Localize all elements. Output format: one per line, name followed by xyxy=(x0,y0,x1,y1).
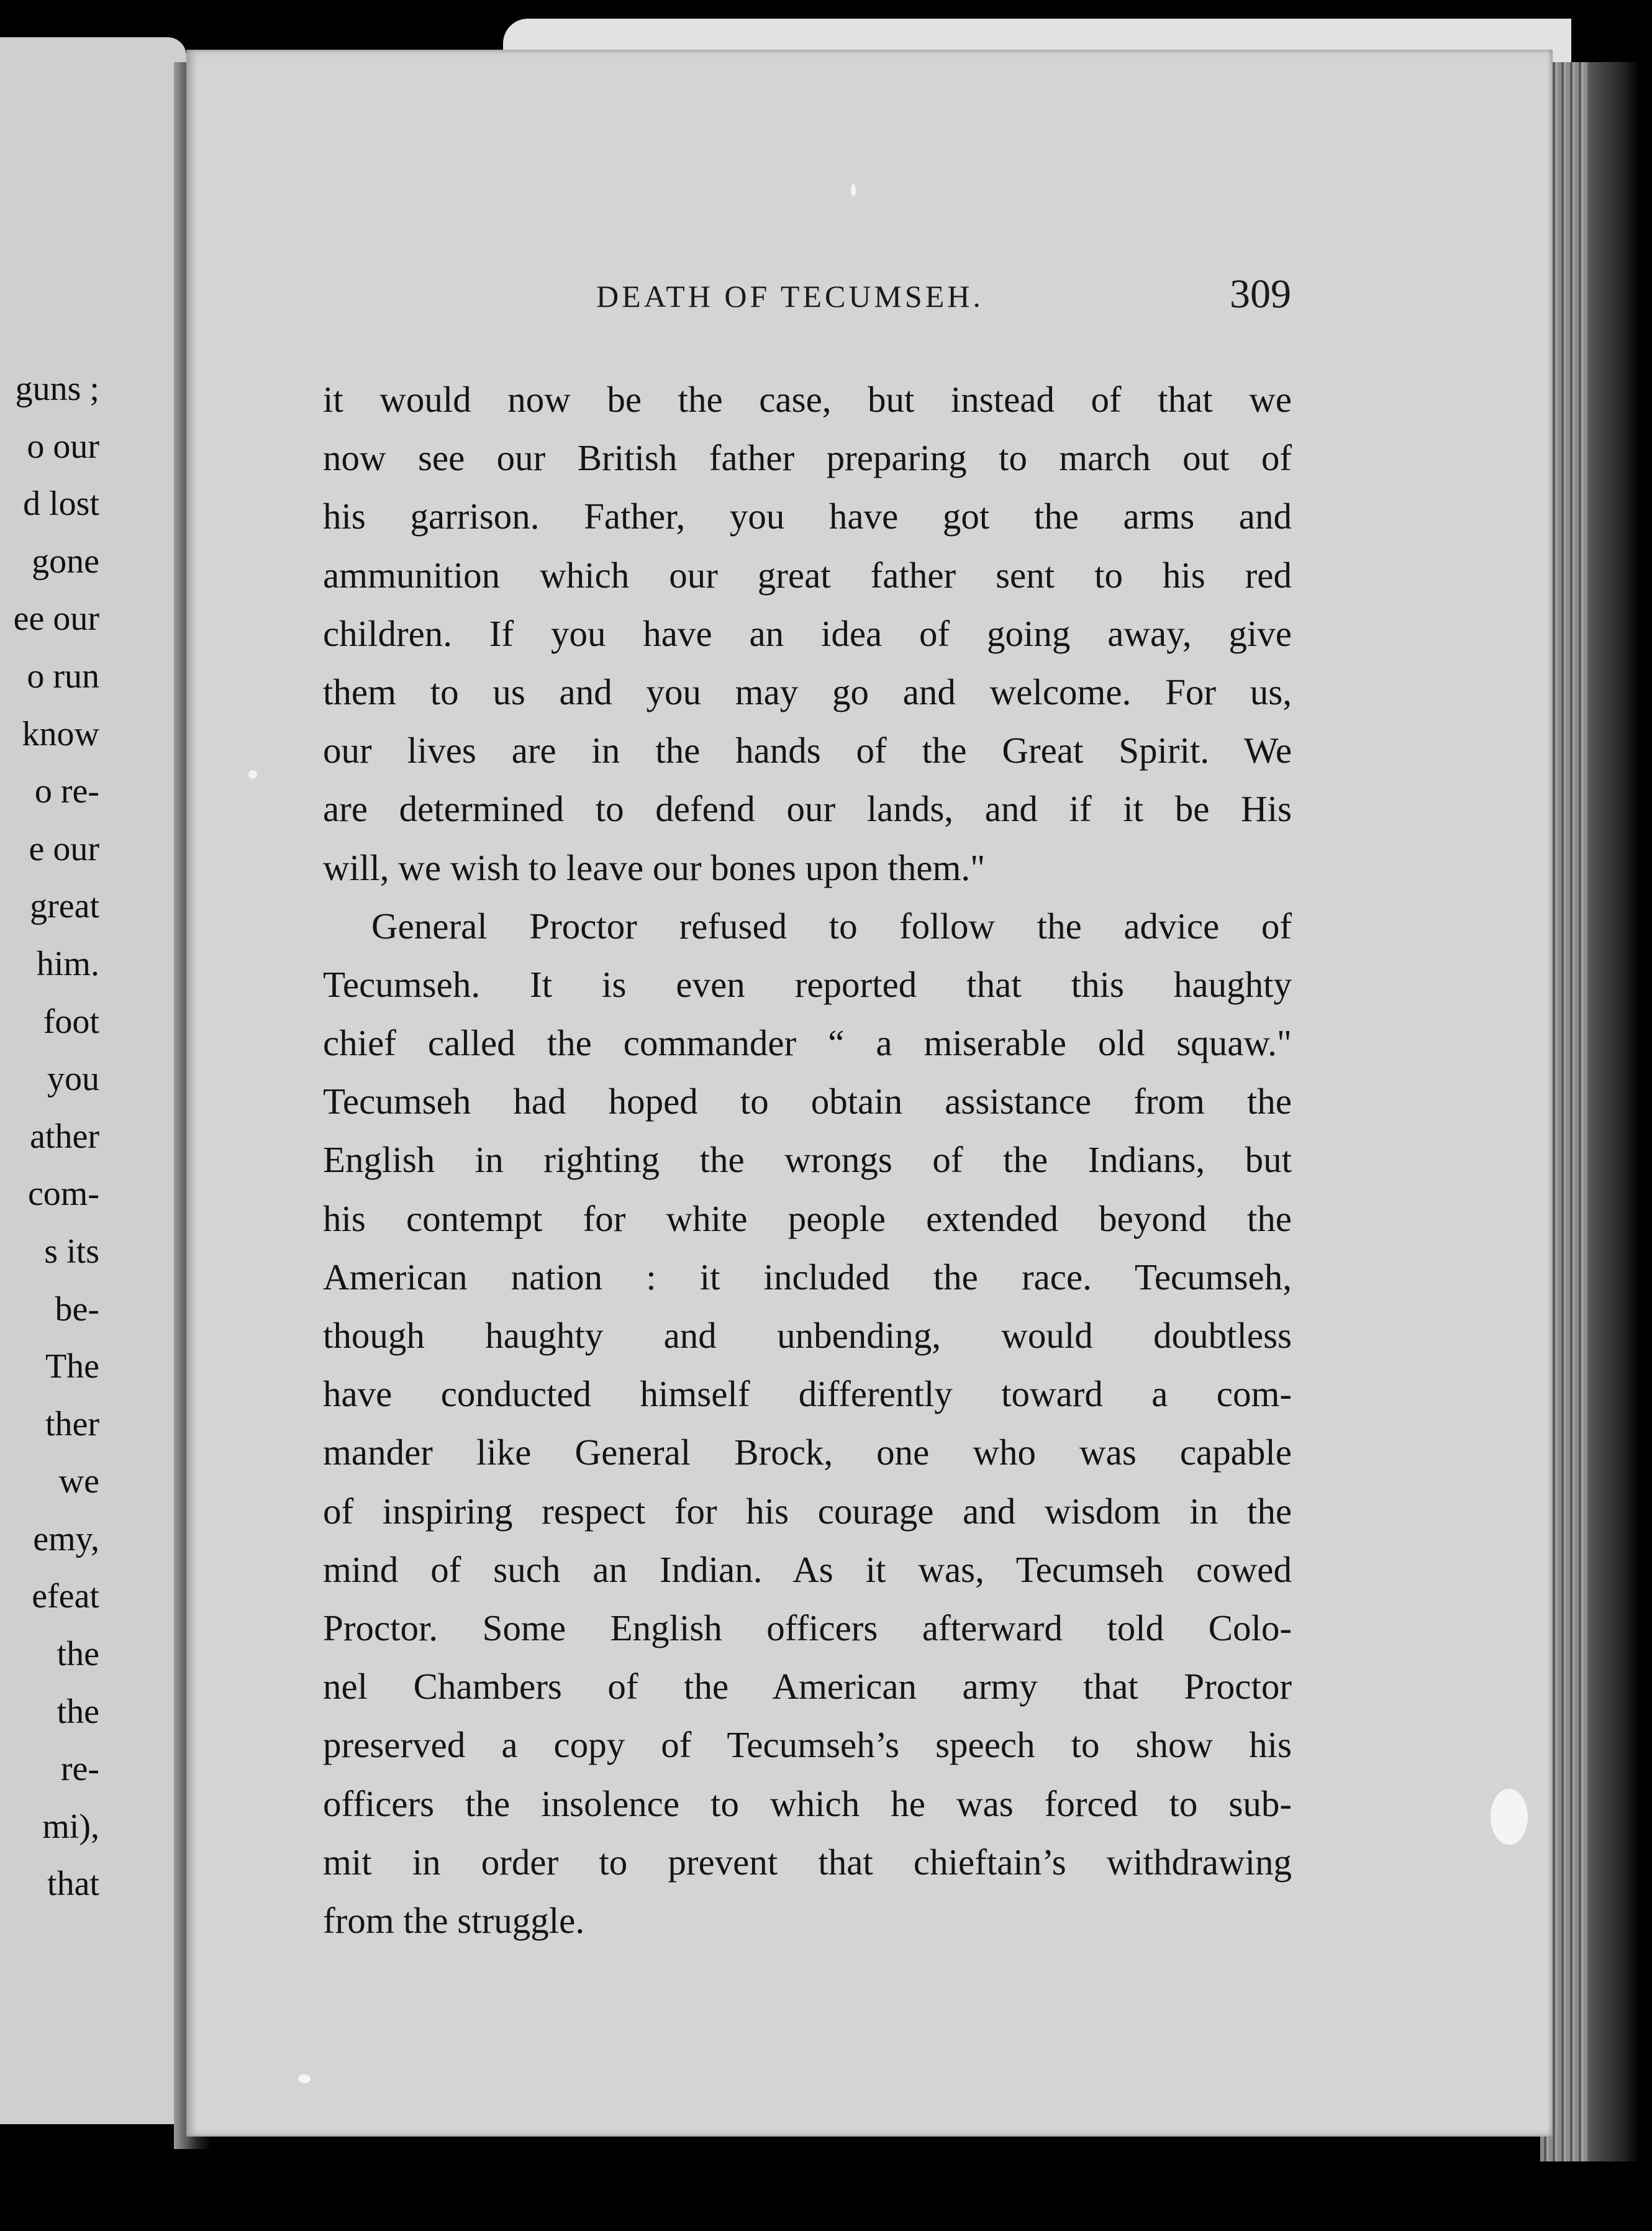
facing-line: gone xyxy=(32,542,99,581)
facing-line: you xyxy=(47,1060,99,1099)
text-line: Proctor. Some English officers afterward told Colo- xyxy=(323,1607,1292,1648)
text-line: now see our British father preparing to march out of xyxy=(323,437,1292,479)
text-line: his garrison. Father, you have got the arms and xyxy=(323,496,1292,537)
facing-line: ther xyxy=(45,1404,99,1443)
facing-line: guns ; xyxy=(15,370,99,408)
text-line: children. If you have an idea of going away, give xyxy=(323,612,1292,654)
facing-line: efeat xyxy=(32,1577,99,1616)
facing-line: we xyxy=(58,1462,99,1501)
facing-line: the xyxy=(57,1692,99,1731)
text-line: ammunition which our great father sent to his red xyxy=(323,554,1292,596)
scan-speck xyxy=(248,770,257,779)
book-cover-edge xyxy=(1590,62,1640,2161)
page-number: 309 xyxy=(1230,271,1291,317)
text-line: English in righting the wrongs of the Indians, but xyxy=(323,1139,1292,1181)
text-line: General Proctor refused to follow the advice of xyxy=(371,905,1292,947)
text-line: will, we wish to leave our bones upon them." xyxy=(323,847,986,888)
facing-line: the xyxy=(57,1635,99,1674)
text-line: them to us and you may go and welcome. For us, xyxy=(323,671,1292,712)
text-line: his contempt for white people extended beyond the xyxy=(323,1197,1292,1239)
facing-line: know xyxy=(22,714,99,753)
text-line: officers the insolence to which he was forced to sub- xyxy=(323,1783,1292,1824)
facing-line: com- xyxy=(27,1175,99,1214)
facing-line: d lost xyxy=(23,484,99,524)
facing-line: o run xyxy=(27,657,99,696)
text-line: mind of such an Indian. As it was, Tecumseh cowed xyxy=(323,1548,1292,1590)
facing-page-left xyxy=(0,37,186,2124)
scan-speck xyxy=(1491,1789,1528,1845)
facing-line: o our xyxy=(27,427,99,466)
text-line: mander like General Brock, one who was capable xyxy=(323,1432,1292,1473)
facing-line: e our xyxy=(29,829,99,868)
text-line: American nation : it included the race. Tecumseh, xyxy=(323,1256,1292,1297)
text-line: of inspiring respect for his courage and wisdom in the xyxy=(323,1490,1292,1532)
text-line: our lives are in the hands of the Great Spirit. We xyxy=(323,730,1292,771)
facing-line: be- xyxy=(55,1289,99,1329)
facing-line: great xyxy=(30,887,99,926)
facing-line: that xyxy=(47,1865,99,1904)
facing-line: s its xyxy=(44,1232,99,1271)
page-body-text xyxy=(323,370,1292,1950)
scan-speck xyxy=(298,2074,311,2083)
facing-page-text xyxy=(0,360,186,1913)
text-line: have conducted himself differently toward a com- xyxy=(323,1373,1292,1415)
facing-line: foot xyxy=(43,1002,99,1041)
text-line: Tecumseh. It is even reported that this haughty xyxy=(323,963,1292,1005)
text-line: mit in order to prevent that chieftain’s withdrawing xyxy=(323,1841,1292,1883)
text-line: are determined to defend our lands, and if it be His xyxy=(323,788,1292,830)
text-line: it would now be the case, but instead of that we xyxy=(323,379,1292,420)
facing-line: him. xyxy=(36,944,99,983)
scan-speck xyxy=(851,184,856,196)
facing-line: ee our xyxy=(13,599,99,638)
facing-line: re- xyxy=(60,1750,99,1789)
facing-line: mi), xyxy=(42,1807,99,1846)
text-line: preserved a copy of Tecumseh’s speech to show his xyxy=(323,1724,1292,1766)
text-line: Tecumseh had hoped to obtain assistance from the xyxy=(323,1081,1292,1122)
facing-line: The xyxy=(45,1347,99,1386)
facing-line: o re- xyxy=(34,772,99,811)
facing-line: ather xyxy=(30,1117,99,1156)
text-line: chief called the commander “ a miserable old squaw." xyxy=(323,1022,1292,1064)
facing-line: emy, xyxy=(33,1519,99,1558)
running-head: DEATH OF TECUMSEH. xyxy=(596,279,984,314)
text-line: though haughty and unbending, would doubtless xyxy=(323,1315,1292,1356)
text-line: nel Chambers of the American army that Proctor xyxy=(323,1666,1292,1707)
text-line: from the struggle. xyxy=(323,1899,585,1941)
